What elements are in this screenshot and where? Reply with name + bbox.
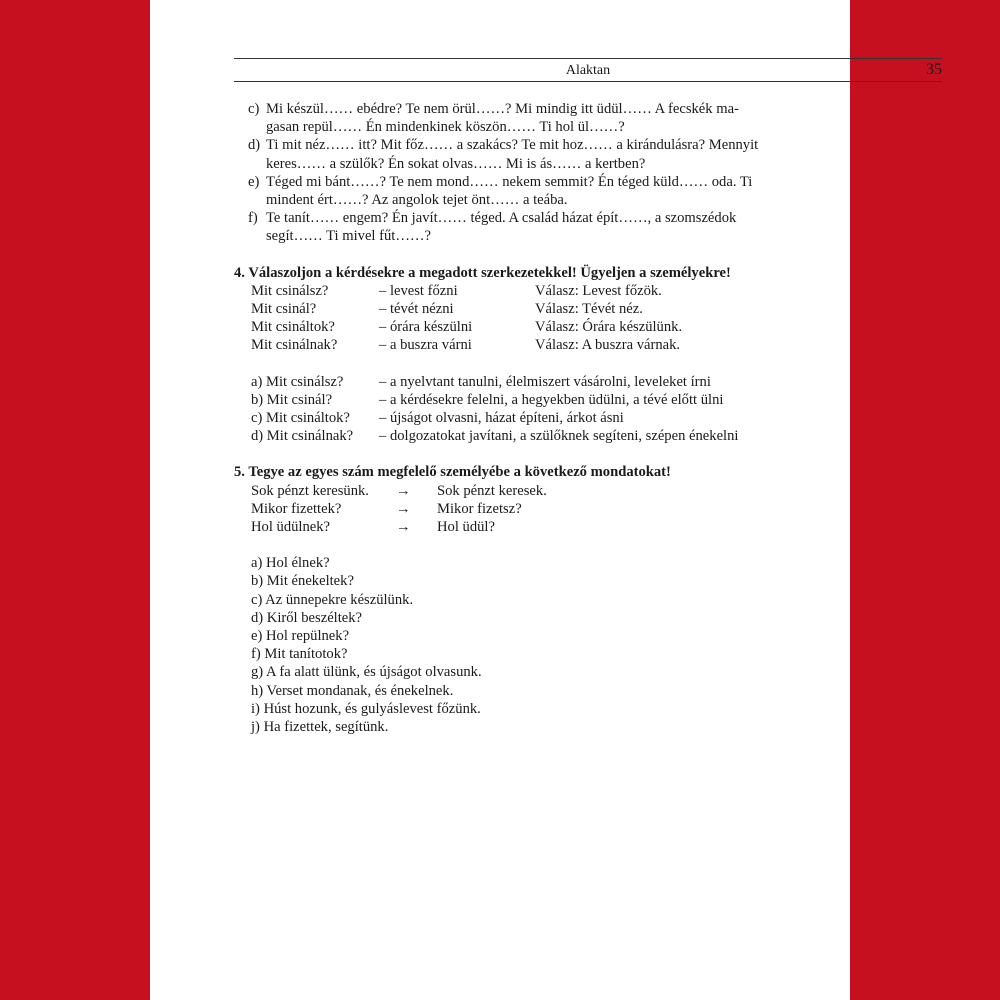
item-line: Téged mi bánt……? Te nem mond…… nekem semmit? Én téged küld…… oda. Ti xyxy=(266,173,753,190)
exercise-item-e xyxy=(234,173,792,209)
item-line: gasan repül…… Én mindenkinek köszön…… Ti hol ül……? xyxy=(266,119,625,136)
exercise-5-tasks xyxy=(234,554,792,736)
page-number: 35 xyxy=(926,61,942,78)
task-item: j) Ha fizettek, segítünk. xyxy=(251,719,389,736)
item-label: f) xyxy=(248,210,258,227)
task-question: d) Mit csinálnak? xyxy=(251,428,354,445)
example-phrase: – órára készülni xyxy=(379,319,473,336)
example-to: Mikor fizetsz? xyxy=(437,500,522,517)
task-row xyxy=(234,409,792,427)
example-answer: Válasz: Órára készülünk. xyxy=(535,319,683,336)
example-question: Mit csináltok? xyxy=(251,319,335,336)
example-row xyxy=(234,518,792,536)
example-row xyxy=(234,300,792,318)
task-row xyxy=(234,391,792,409)
exercise-4-heading: 4. Válaszoljon a kérdésekre a megadott szerkezetekkel! Ügyeljen a személyekre! xyxy=(234,264,731,281)
exercise-5-heading: 5. Tegye az egyes szám megfelelő személyébe a következő mondatokat! xyxy=(234,464,671,481)
example-row xyxy=(234,500,792,518)
example-from: Mikor fizettek? xyxy=(251,500,342,517)
example-question: Mit csinál? xyxy=(251,301,317,318)
item-line: Ti mit néz…… itt? Mit főz…… a szakács? Te mit hoz…… a kirándulásra? Mennyit xyxy=(266,137,759,154)
arrow-icon: → xyxy=(396,519,411,536)
example-row xyxy=(234,282,792,300)
example-row xyxy=(234,482,792,500)
exercise-item-c xyxy=(234,100,792,136)
item-line: keres…… a szülők? Én sokat olvas…… Mi is ás…… a kertben? xyxy=(266,155,646,172)
example-phrase: – levest főzni xyxy=(379,282,458,299)
task-item: b) Mit énekeltek? xyxy=(251,573,354,590)
task-question: c) Mit csináltok? xyxy=(251,410,350,427)
item-line: Mi készül…… ebédre? Te nem örül……? Mi mindig itt üdül…… A fecskék ma- xyxy=(266,101,739,117)
item-label: d) xyxy=(248,137,261,154)
example-answer: Válasz: Levest főzök. xyxy=(535,282,662,299)
page-header xyxy=(234,58,942,82)
task-item: g) A fa alatt ülünk, és újságot olvasunk. xyxy=(251,664,482,681)
page-content xyxy=(234,100,792,736)
item-line: Te tanít…… engem? Én javít…… téged. A család házat épít……, a szomszédok xyxy=(266,210,737,227)
task-item: c) Az ünnepekre készülünk. xyxy=(251,591,414,608)
task-row xyxy=(234,427,792,445)
task-question: b) Mit csinál? xyxy=(251,391,333,408)
item-line: segít…… Ti mivel fűt……? xyxy=(266,228,431,245)
example-to: Hol üdül? xyxy=(437,519,495,536)
example-phrase: – a buszra várni xyxy=(379,337,472,354)
task-item: f) Mit tanítotok? xyxy=(251,646,348,663)
item-label: e) xyxy=(248,173,260,190)
item-label: c) xyxy=(248,101,260,117)
example-question: Mit csinálnak? xyxy=(251,337,338,354)
exercise-4-examples xyxy=(234,282,792,355)
task-item: h) Verset mondanak, és énekelnek. xyxy=(251,682,454,699)
task-phrases: – a kérdésekre felelni, a hegyekben üdülni, a tévé előtt ülni xyxy=(379,391,724,408)
exercise-5-examples xyxy=(234,482,792,537)
example-answer: Válasz: Tévét néz. xyxy=(535,301,643,318)
exercise-item-d xyxy=(234,136,792,172)
example-question: Mit csinálsz? xyxy=(251,282,329,299)
example-row xyxy=(234,336,792,354)
task-item: e) Hol repülnek? xyxy=(251,628,350,645)
task-item: d) Kiről beszéltek? xyxy=(251,609,363,626)
task-phrases: – a nyelvtant tanulni, élelmiszert vásárolni, leveleket írni xyxy=(379,373,711,390)
example-from: Hol üdülnek? xyxy=(251,519,331,536)
example-to: Sok pénzt keresek. xyxy=(437,482,547,499)
task-item: a) Hol élnek? xyxy=(251,555,330,572)
task-row xyxy=(234,373,792,391)
chapter-title: Alaktan xyxy=(565,63,611,78)
arrow-icon: → xyxy=(396,482,411,499)
item-line: mindent ért……? Az angolok tejet önt…… a teába. xyxy=(266,192,568,209)
example-from: Sok pénzt keresünk. xyxy=(251,482,369,499)
task-phrases: – újságot olvasni, házat építeni, árkot ásni xyxy=(379,410,624,427)
exercise-item-f xyxy=(234,209,792,245)
task-item: i) Húst hozunk, és gulyáslevest főzünk. xyxy=(251,700,481,717)
task-phrases: – dolgozatokat javítani, a szülőknek segíteni, szépen énekelni xyxy=(379,428,739,445)
exercise-3-items xyxy=(234,100,792,246)
example-row xyxy=(234,318,792,336)
task-question: a) Mit csinálsz? xyxy=(251,373,344,390)
example-answer: Válasz: A buszra várnak. xyxy=(535,337,681,354)
arrow-icon: → xyxy=(396,500,411,517)
example-phrase: – tévét nézni xyxy=(379,301,454,318)
exercise-4-tasks xyxy=(234,373,792,446)
